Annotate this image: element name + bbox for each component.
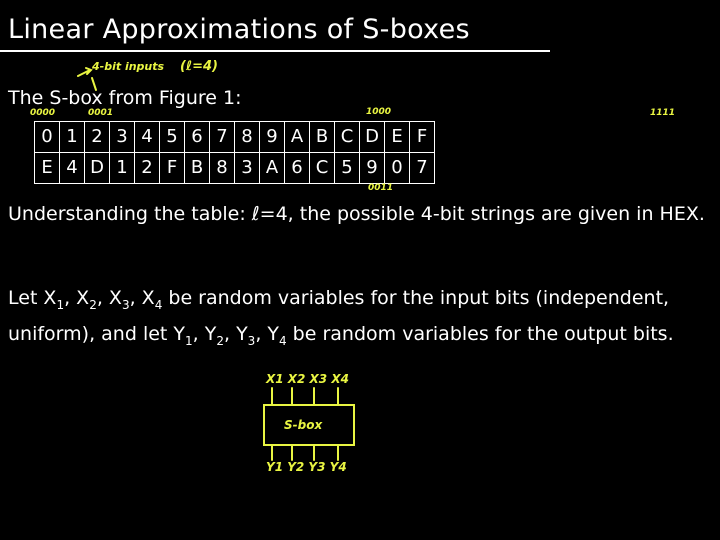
diagram-sbox-rect bbox=[264, 405, 354, 445]
sbox-input-cell: 4 bbox=[135, 122, 160, 153]
sbox-output-cell: 8 bbox=[210, 153, 235, 184]
annotation-1000: 1000 bbox=[366, 107, 392, 117]
annotation-1111: 1111 bbox=[650, 108, 676, 118]
intro-text: The S-box from Figure 1: bbox=[8, 87, 242, 109]
annotation-0001: 0001 bbox=[88, 108, 114, 118]
sbox-output-cell: 9 bbox=[360, 153, 385, 184]
sbox-output-cell: 5 bbox=[335, 153, 360, 184]
annotation-0000: 0000 bbox=[30, 108, 56, 118]
variables-paragraph: Let $X_1$, $X_2$, $X_3$, $X_4$ be random variables for the input bits (independent, uniform), and let $Y_1$, $Y_2$, $Y_3$, $Y_4$ be random variables for the output bits. bbox=[8, 287, 674, 348]
diagram-output-wires bbox=[272, 445, 338, 460]
diagram-sbox-label: S-box bbox=[284, 418, 323, 432]
annotation-0011: 0011 bbox=[368, 183, 394, 193]
sbox-input-cell: B bbox=[310, 122, 335, 153]
sbox-output-cell: D bbox=[85, 153, 110, 184]
sbox-output-cell: 2 bbox=[135, 153, 160, 184]
sbox-input-cell: 7 bbox=[210, 122, 235, 153]
sbox-input-cell: 1 bbox=[60, 122, 85, 153]
sbox-input-cell: 8 bbox=[235, 122, 260, 153]
sbox-output-cell: E bbox=[35, 153, 60, 184]
diagram-input-labels: X1 X2 X3 X4 bbox=[266, 372, 349, 386]
sbox-output-cell: 7 bbox=[410, 153, 435, 184]
diagram-output-labels: Y1 Y2 Y3 Y4 bbox=[266, 460, 347, 474]
sbox-output-cell: F bbox=[160, 153, 185, 184]
sbox-input-cell: C bbox=[335, 122, 360, 153]
sbox-input-cell: 6 bbox=[185, 122, 210, 153]
sbox-output-cell: C bbox=[310, 153, 335, 184]
sbox-output-cell: A bbox=[260, 153, 285, 184]
annotation-bit-inputs: 4-bit inputs bbox=[92, 60, 165, 73]
sbox-input-cell: A bbox=[285, 122, 310, 153]
sbox-input-cell: E bbox=[385, 122, 410, 153]
sbox-output-cell: 4 bbox=[60, 153, 85, 184]
sbox-input-cell: 0 bbox=[35, 122, 60, 153]
sbox-output-cell: 6 bbox=[285, 153, 310, 184]
sbox-input-cell: F bbox=[410, 122, 435, 153]
pointer-stroke bbox=[92, 78, 96, 90]
sbox-input-cell: 3 bbox=[110, 122, 135, 153]
annotation-ell: (ℓ=4) bbox=[180, 59, 218, 74]
sbox-input-cell: D bbox=[360, 122, 385, 153]
sbox-output-cell: 3 bbox=[235, 153, 260, 184]
sbox-output-cell: 1 bbox=[110, 153, 135, 184]
sbox-input-cell: 2 bbox=[85, 122, 110, 153]
sbox-input-cell: 5 bbox=[160, 122, 185, 153]
sbox-output-cell: B bbox=[185, 153, 210, 184]
sbox-input-cell: 9 bbox=[260, 122, 285, 153]
diagram-input-wires bbox=[272, 388, 338, 405]
explanation-paragraph: Understanding the table: ℓ=4, the possible 4-bit strings are given in HEX. bbox=[8, 203, 705, 225]
slide-title: Linear Approximations of S-boxes bbox=[8, 14, 470, 45]
sbox-output-cell: 0 bbox=[385, 153, 410, 184]
